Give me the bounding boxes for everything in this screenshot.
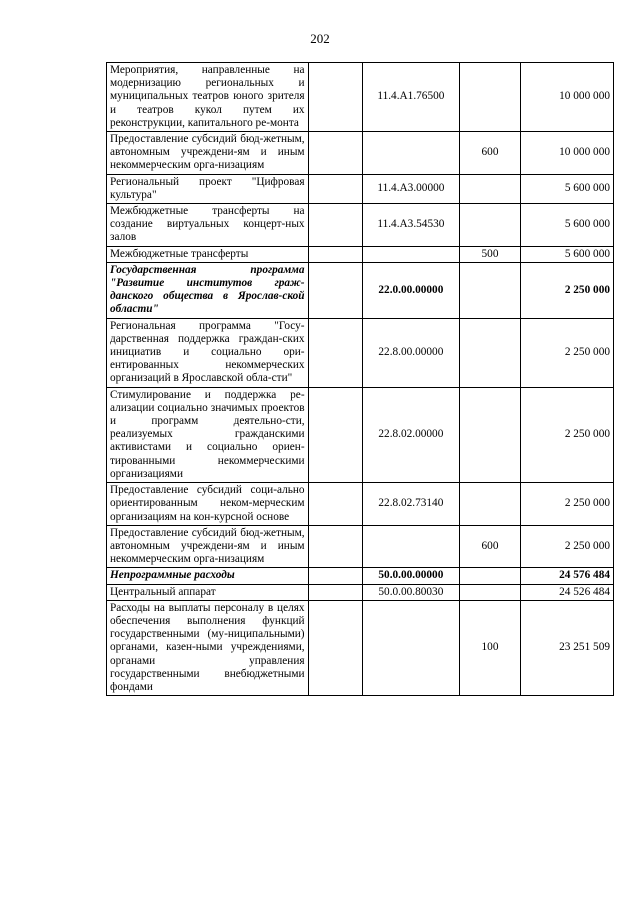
table-row <box>107 483 614 526</box>
row-type-cell <box>459 568 520 584</box>
table-row <box>107 204 614 247</box>
row-type-cell: 600 <box>459 132 520 175</box>
row-empty-cell <box>308 568 362 584</box>
row-empty-cell <box>308 246 362 262</box>
row-amount-cell: 2 250 000 <box>521 387 614 482</box>
row-name-cell: Стимулирование и поддержка ре-ализации социально значимых проектов и программ деятельно-сти, реализуемых гражданскими активистами и социально ориен-тированными некоммерческими организациями <box>107 387 309 482</box>
table-row <box>107 246 614 262</box>
row-amount-cell: 5 600 000 <box>521 204 614 247</box>
table-row <box>107 174 614 203</box>
row-type-cell <box>459 584 520 600</box>
row-code-cell: 22.8.00.00000 <box>363 318 460 387</box>
table-row <box>107 568 614 584</box>
row-empty-cell <box>308 584 362 600</box>
row-empty-cell <box>308 600 362 695</box>
row-type-cell: 100 <box>459 600 520 695</box>
row-amount-cell: 5 600 000 <box>521 174 614 203</box>
row-empty-cell <box>308 63 362 132</box>
row-empty-cell <box>308 483 362 526</box>
row-empty-cell <box>308 525 362 568</box>
row-code-cell: 22.0.00.00000 <box>363 262 460 318</box>
row-amount-cell: 10 000 000 <box>521 132 614 175</box>
row-empty-cell <box>308 204 362 247</box>
row-code-cell: 11.4.A3.00000 <box>363 174 460 203</box>
row-name-cell: Государственная программа "Развитие институтов граж-данского общества в Ярослав-ской области" <box>107 262 309 318</box>
table-row <box>107 525 614 568</box>
row-name-cell: Расходы на выплаты персоналу в целях обеспечения выполнения функций государственными (му-ниципальными) органами, казен-ными учреждениями, органами управления государственными внебюджетными фондами <box>107 600 309 695</box>
row-empty-cell <box>308 132 362 175</box>
row-code-cell <box>363 600 460 695</box>
row-amount-cell: 2 250 000 <box>521 525 614 568</box>
row-code-cell: 11.4.A1.76500 <box>363 63 460 132</box>
table-row <box>107 318 614 387</box>
row-code-cell: 50.0.00.00000 <box>363 568 460 584</box>
row-name-cell: Межбюджетные трансферты <box>107 246 309 262</box>
row-type-cell <box>459 318 520 387</box>
row-name-cell: Региональная программа "Госу-дарственная поддержка граждан-ских инициатив и социально ори-ентированных некоммерческих организаций в Ярославской обла-сти" <box>107 318 309 387</box>
row-type-cell <box>459 262 520 318</box>
row-type-cell <box>459 387 520 482</box>
table-row <box>107 132 614 175</box>
table-row <box>107 387 614 482</box>
row-type-cell <box>459 204 520 247</box>
row-type-cell: 600 <box>459 525 520 568</box>
row-amount-cell: 24 526 484 <box>521 584 614 600</box>
table-row <box>107 584 614 600</box>
row-code-cell <box>363 246 460 262</box>
budget-table <box>106 62 614 696</box>
row-name-cell: Региональный проект "Цифровая культура" <box>107 174 309 203</box>
row-name-cell: Предоставление субсидий бюд-жетным, автономным учреждени-ям и иным некоммерческим орга-низациям <box>107 132 309 175</box>
row-empty-cell <box>308 387 362 482</box>
row-name-cell: Центральный аппарат <box>107 584 309 600</box>
row-amount-cell: 2 250 000 <box>521 262 614 318</box>
budget-table-body <box>107 63 614 696</box>
page-number: 202 <box>310 31 330 46</box>
row-amount-cell: 24 576 484 <box>521 568 614 584</box>
row-name-cell: Предоставление субсидий соци-ально ориентированным неком-мерческим организациям на кон-курсной основе <box>107 483 309 526</box>
table-row <box>107 600 614 695</box>
row-name-cell: Предоставление субсидий бюд-жетным, автономным учреждени-ям и иным некоммерческим орга-низациям <box>107 525 309 568</box>
row-name-cell: Непрограммные расходы <box>107 568 309 584</box>
row-code-cell: 11.4.A3.54530 <box>363 204 460 247</box>
row-empty-cell <box>308 174 362 203</box>
row-empty-cell <box>308 262 362 318</box>
row-type-cell <box>459 483 520 526</box>
row-amount-cell: 10 000 000 <box>521 63 614 132</box>
row-amount-cell: 23 251 509 <box>521 600 614 695</box>
row-type-cell <box>459 174 520 203</box>
row-amount-cell: 2 250 000 <box>521 483 614 526</box>
row-code-cell <box>363 525 460 568</box>
table-row <box>107 63 614 132</box>
row-code-cell <box>363 132 460 175</box>
row-type-cell: 500 <box>459 246 520 262</box>
row-code-cell: 22.8.02.73140 <box>363 483 460 526</box>
row-code-cell: 22.8.02.00000 <box>363 387 460 482</box>
row-amount-cell: 5 600 000 <box>521 246 614 262</box>
row-amount-cell: 2 250 000 <box>521 318 614 387</box>
row-name-cell: Мероприятия, направленные на модернизацию региональных и муниципальных театров юного зрителя и театров кукол путем их реконструкции, капитального ре-монта <box>107 63 309 132</box>
row-type-cell <box>459 63 520 132</box>
table-row <box>107 262 614 318</box>
row-empty-cell <box>308 318 362 387</box>
row-code-cell: 50.0.00.80030 <box>363 584 460 600</box>
row-name-cell: Межбюджетные трансферты на создание виртуальных концерт-ных залов <box>107 204 309 247</box>
